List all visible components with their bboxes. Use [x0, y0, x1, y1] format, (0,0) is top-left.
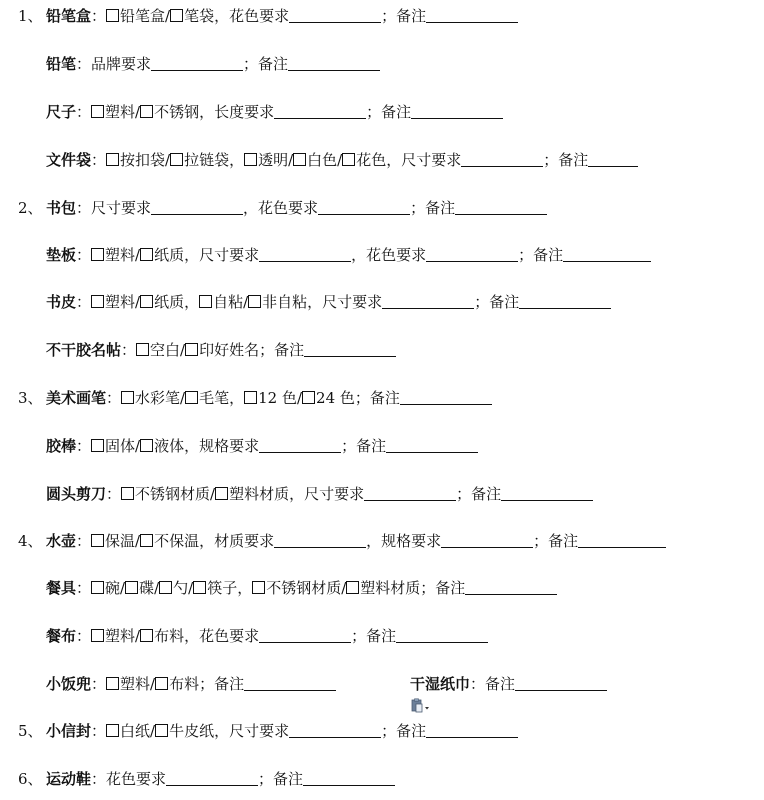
item-row-17 [18, 769, 395, 789]
blank-field[interactable] [515, 675, 607, 691]
item-row-2 [46, 54, 380, 74]
option-text: 白色/ [307, 151, 343, 169]
checkbox[interactable] [91, 581, 104, 594]
note-label: ；备注 [410, 199, 456, 217]
item-row-8 [46, 340, 396, 360]
blank-field[interactable] [259, 246, 351, 262]
item-label: 书包 [46, 199, 77, 217]
blank-field[interactable] [318, 199, 410, 215]
option-text: 保温/ [105, 532, 141, 550]
checkbox[interactable] [136, 343, 149, 356]
checkbox[interactable] [91, 295, 104, 308]
colon: ： [76, 293, 92, 311]
checkbox[interactable] [342, 153, 355, 166]
blank-field[interactable] [519, 293, 611, 309]
checkbox[interactable] [155, 724, 168, 737]
blank-field[interactable] [166, 770, 258, 786]
note-label: 印好姓名；备注 [199, 341, 305, 359]
option-text: 12 色/ [258, 389, 303, 407]
option-text: 按扣袋/ [120, 151, 171, 169]
item-label: 文件袋 [46, 151, 92, 169]
checkbox[interactable] [106, 724, 119, 737]
item-number: 5、 [18, 722, 43, 740]
checkbox[interactable] [193, 581, 206, 594]
checkbox[interactable] [170, 9, 183, 22]
checkbox[interactable] [159, 581, 172, 594]
checkbox[interactable] [91, 534, 104, 547]
checkbox[interactable] [121, 487, 134, 500]
blank-field[interactable] [289, 7, 381, 23]
note-label: ；备注 [518, 246, 564, 264]
colon: ： [76, 199, 92, 217]
blank-field[interactable] [259, 437, 341, 453]
option-text: 塑料/ [105, 246, 141, 264]
note-label: ；备注 [366, 103, 412, 121]
item-row-7 [46, 292, 611, 312]
note-label: ；备注 [258, 770, 304, 788]
blank-field[interactable] [411, 103, 503, 119]
option-text: 纸质， [154, 293, 200, 311]
checkbox[interactable] [185, 343, 198, 356]
checkbox[interactable] [170, 153, 183, 166]
blank-field[interactable] [400, 389, 492, 405]
colon: ： [76, 579, 92, 597]
item-row-10 [46, 436, 478, 456]
item-label: 餐布 [46, 627, 77, 645]
colon: ： [106, 389, 122, 407]
blank-field[interactable] [364, 485, 456, 501]
blank-field[interactable] [588, 151, 638, 167]
checkbox[interactable] [140, 248, 153, 261]
checkbox[interactable] [91, 248, 104, 261]
option-text: 布料，花色要求 [154, 627, 260, 645]
item-label: 水壶 [46, 532, 77, 550]
item-label: 小信封 [46, 722, 92, 740]
option-text: 不锈钢，长度要求 [154, 103, 275, 121]
note-label: 布料；备注 [169, 675, 245, 693]
colon: ： [91, 675, 107, 693]
item-label: 铅笔盒 [46, 7, 92, 25]
option-text: 非自粘，尺寸要求 [262, 293, 383, 311]
item-number: 4、 [18, 532, 43, 550]
option-text: 笔袋，花色要求 [184, 7, 290, 25]
option-text: 不锈钢材质/ [135, 485, 216, 503]
note-label: ；备注 [351, 627, 397, 645]
note-label: ；备注 [381, 722, 427, 740]
blank-field[interactable] [259, 627, 351, 643]
blank-field[interactable] [151, 55, 243, 71]
note-label: 24 色；备注 [316, 389, 400, 407]
blank-field[interactable] [465, 579, 557, 595]
item-row-16 [18, 721, 518, 741]
blank-field[interactable] [426, 722, 518, 738]
option-text: 拉链袋， [184, 151, 245, 169]
option-text: 塑料/ [105, 103, 141, 121]
checkbox[interactable] [106, 9, 119, 22]
item-row-9 [18, 388, 492, 408]
colon: ： [470, 675, 486, 693]
note-label: ；备注 [543, 151, 589, 169]
note-label: ；备注 [243, 55, 289, 73]
colon: ： [121, 341, 137, 359]
item-label: 胶棒 [46, 437, 77, 455]
option-text: ，花色要求 [351, 246, 427, 264]
colon: ： [106, 485, 122, 503]
item-label: 餐具 [46, 579, 77, 597]
item-label: 干湿纸巾 [410, 675, 471, 693]
item-row-1 [18, 6, 518, 26]
option-text: 碟/ [139, 579, 160, 597]
item-number: 3、 [18, 389, 43, 407]
option-text: 品牌要求 [91, 55, 152, 73]
item-label: 垫板 [46, 246, 77, 264]
blank-field[interactable] [461, 151, 543, 167]
option-text: 碗/ [105, 579, 126, 597]
note-label: ；备注 [533, 532, 579, 550]
blank-field[interactable] [151, 199, 243, 215]
item-row-11 [46, 484, 593, 504]
item-label: 小饭兜 [46, 675, 92, 693]
checkbox[interactable] [91, 629, 104, 642]
checkbox[interactable] [215, 487, 228, 500]
colon: ： [91, 151, 107, 169]
option-text: 不保温，材质要求 [154, 532, 275, 550]
checkbox[interactable] [155, 677, 168, 690]
option-text: 尺寸要求 [91, 199, 152, 217]
option-text: 花色，尺寸要求 [356, 151, 462, 169]
checkbox[interactable] [140, 295, 153, 308]
checkbox[interactable] [248, 295, 261, 308]
option-text: 白纸/ [120, 722, 156, 740]
option-text: 不锈钢材质/ [266, 579, 347, 597]
checkbox[interactable] [91, 439, 104, 452]
blank-field[interactable] [303, 770, 395, 786]
checkbox[interactable] [244, 153, 257, 166]
item-row-13 [46, 578, 557, 598]
checkbox[interactable] [293, 153, 306, 166]
option-text: 水彩笔/ [135, 389, 186, 407]
checkbox[interactable] [252, 581, 265, 594]
checkbox[interactable] [106, 677, 119, 690]
option-text: 勺/ [173, 579, 194, 597]
blank-field[interactable] [288, 55, 380, 71]
checkbox[interactable] [244, 391, 257, 404]
item-row-12 [18, 531, 666, 551]
blank-field[interactable] [304, 341, 396, 357]
option-text: 纸质，尺寸要求 [154, 246, 260, 264]
item-label: 书皮 [46, 293, 77, 311]
option-text: ，规格要求 [366, 532, 442, 550]
blank-field[interactable] [441, 532, 533, 548]
checkbox[interactable] [140, 439, 153, 452]
item-row-5 [18, 198, 547, 218]
blank-field[interactable] [426, 7, 518, 23]
item-row-3 [46, 102, 503, 122]
blank-field[interactable] [274, 532, 366, 548]
option-text: 筷子， [207, 579, 253, 597]
note-label: 备注 [485, 675, 516, 693]
blank-field[interactable] [382, 293, 474, 309]
note-label: 塑料材质；备注 [360, 579, 466, 597]
item-row-14 [46, 626, 488, 646]
checkbox[interactable] [91, 105, 104, 118]
colon: ： [76, 437, 92, 455]
colon: ： [76, 55, 92, 73]
option-text: 自粘/ [213, 293, 249, 311]
checkbox[interactable] [140, 105, 153, 118]
blank-field[interactable] [289, 722, 381, 738]
item-label: 圆头剪刀 [46, 485, 107, 503]
option-text: 铅笔盒/ [120, 7, 171, 25]
note-label: ；备注 [341, 437, 387, 455]
colon: ： [91, 722, 107, 740]
item-label: 尺子 [46, 103, 77, 121]
option-text: 塑料/ [120, 675, 156, 693]
blank-field[interactable] [563, 246, 651, 262]
paste-options-icon[interactable] [410, 698, 430, 714]
checkbox[interactable] [125, 581, 138, 594]
note-label: ；备注 [474, 293, 520, 311]
option-text: 塑料/ [105, 627, 141, 645]
colon: ： [91, 770, 107, 788]
checkbox[interactable] [185, 391, 198, 404]
colon: ： [76, 103, 92, 121]
item-label: 铅笔 [46, 55, 77, 73]
option-text: 液体，规格要求 [154, 437, 260, 455]
colon: ： [76, 532, 92, 550]
item-number: 2、 [18, 199, 43, 217]
colon: ： [76, 627, 92, 645]
option-text: 花色要求 [106, 770, 167, 788]
colon: ： [76, 246, 92, 264]
blank-field[interactable] [386, 437, 478, 453]
item-label: 不干胶名帖 [46, 341, 122, 359]
item-row-4 [46, 150, 638, 170]
checkbox[interactable] [121, 391, 134, 404]
blank-field[interactable] [244, 675, 336, 691]
option-text: 毛笔， [199, 389, 245, 407]
item-number: 6、 [18, 770, 43, 788]
item-label: 运动鞋 [46, 770, 92, 788]
blank-field[interactable] [426, 246, 518, 262]
checkbox[interactable] [106, 153, 119, 166]
blank-field[interactable] [396, 627, 488, 643]
option-text: 固体/ [105, 437, 141, 455]
option-text: 透明/ [258, 151, 294, 169]
checkbox[interactable] [140, 534, 153, 547]
blank-field[interactable] [274, 103, 366, 119]
colon: ： [91, 7, 107, 25]
blank-field[interactable] [501, 485, 593, 501]
blank-field[interactable] [578, 532, 666, 548]
checkbox[interactable] [302, 391, 315, 404]
checkbox[interactable] [140, 629, 153, 642]
item-number: 1、 [18, 7, 43, 25]
option-text: 塑料/ [105, 293, 141, 311]
option-text: 塑料材质，尺寸要求 [229, 485, 365, 503]
blank-field[interactable] [455, 199, 547, 215]
item-row-15 [46, 674, 336, 694]
option-text: 牛皮纸，尺寸要求 [169, 722, 290, 740]
item-row-15b [410, 674, 607, 694]
item-label: 美术画笔 [46, 389, 107, 407]
item-row-6 [46, 245, 651, 265]
option-text: ，花色要求 [243, 199, 319, 217]
checkbox[interactable] [199, 295, 212, 308]
option-text: 空白/ [150, 341, 186, 359]
checkbox[interactable] [346, 581, 359, 594]
note-label: ；备注 [456, 485, 502, 503]
note-label: ；备注 [381, 7, 427, 25]
